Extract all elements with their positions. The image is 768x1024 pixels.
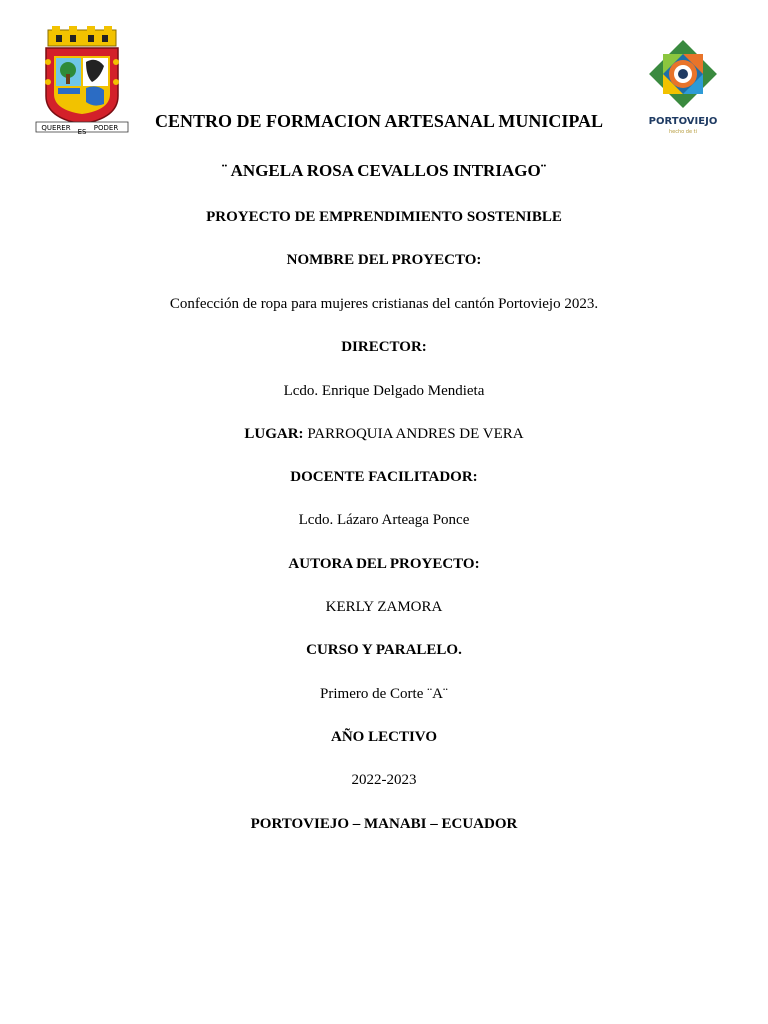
author-label: AUTORA DEL PROYECTO:	[288, 556, 480, 572]
location-footer: PORTOVIEJO – MANABI – ECUADOR	[250, 816, 518, 832]
portoviejo-brand-tagline: hecho de ti	[668, 129, 698, 135]
place-label: LUGAR:	[244, 426, 304, 442]
course-value: Primero de Corte ¨A¨	[320, 686, 448, 702]
course-label: CURSO Y PARALELO.	[306, 642, 462, 658]
institution-title: CENTRO DE FORMACION ARTESANAL MUNICIPAL	[155, 111, 604, 131]
place-value: PARROQUIA ANDRES DE VERA	[307, 426, 524, 442]
facilitator-label: DOCENTE FACILITADOR:	[290, 469, 478, 485]
portoviejo-brand-name: PORTOVIEJO	[648, 116, 718, 127]
portoviejo-logo	[638, 36, 728, 136]
author-name: KERLY ZAMORA	[325, 599, 443, 615]
motto-word-3: PODER	[93, 124, 119, 132]
patron-title: ¨ ANGELA ROSA CEVALLOS INTRIAGO¨	[221, 161, 547, 180]
director-label: DIRECTOR:	[341, 339, 427, 355]
place-line	[0, 426, 768, 443]
year-value: 2022-2023	[351, 772, 417, 788]
facilitator-name: Lcdo. Lázaro Arteaga Ponce	[298, 512, 470, 528]
project-name: Confección de ropa para mujeres cristianas del cantón Portoviejo 2023.	[169, 296, 599, 312]
director-name: Lcdo. Enrique Delgado Mendieta	[283, 383, 485, 399]
project-name-label: NOMBRE DEL PROYECTO:	[286, 252, 482, 268]
motto-word-1: QUERER	[41, 124, 71, 132]
project-type: PROYECTO DE EMPRENDIMIENTO SOSTENIBLE	[206, 209, 562, 225]
motto-word-2: ES	[77, 128, 87, 136]
year-label: AÑO LECTIVO	[331, 729, 437, 745]
coat-of-arms-logo	[34, 26, 130, 136]
